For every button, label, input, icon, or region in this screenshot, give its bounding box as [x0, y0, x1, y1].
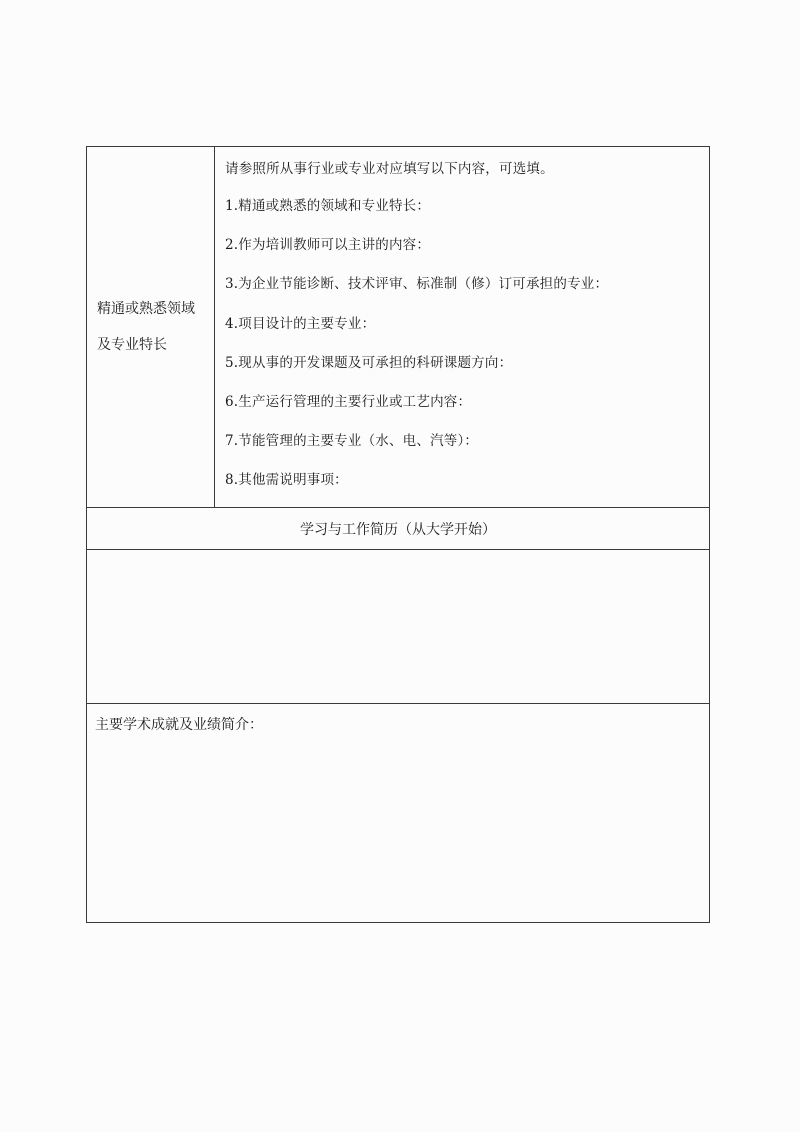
achievements-label: 主要学术成就及业绩简介：: [95, 717, 263, 733]
expertise-label-line1: 精通或熟悉领域: [97, 301, 195, 317]
application-form-table: [86, 146, 710, 923]
expertise-item-4: 4.项目设计的主要专业：: [225, 315, 376, 332]
expertise-item-6: 6.生产运行管理的主要行业或工艺内容：: [225, 393, 472, 410]
expertise-intro: 请参照所从事行业或专业对应填写以下内容，可选填。: [225, 161, 554, 177]
expertise-item-7: 7.节能管理的主要专业（水、电、汽等）：: [225, 433, 479, 450]
expertise-item-5: 5.现从事的开发课题及可承担的科研课题方向：: [225, 354, 513, 371]
resume-content-field[interactable]: [87, 550, 710, 704]
expertise-item-1: 1.精通或熟悉的领域和专业特长：: [225, 198, 431, 214]
expertise-row: [87, 147, 710, 508]
achievements-row: [87, 704, 710, 923]
resume-header: 学习与工作简历（从大学开始）: [87, 508, 710, 550]
expertise-label-line2: 及专业特长: [97, 337, 167, 353]
expertise-items-cell[interactable]: [215, 147, 710, 508]
expertise-item-8: 8.其他需说明事项：: [225, 472, 348, 489]
expertise-item-2: 2.作为培训教师可以主讲的内容：: [225, 237, 431, 254]
achievements-field[interactable]: [87, 704, 710, 923]
resume-content-row: [87, 550, 710, 704]
expertise-item-3: 3.为企业节能诊断、技术评审、标准制（修）订可承担的专业：: [225, 276, 609, 293]
resume-header-row: [87, 508, 710, 550]
expertise-label-cell: [87, 147, 215, 508]
